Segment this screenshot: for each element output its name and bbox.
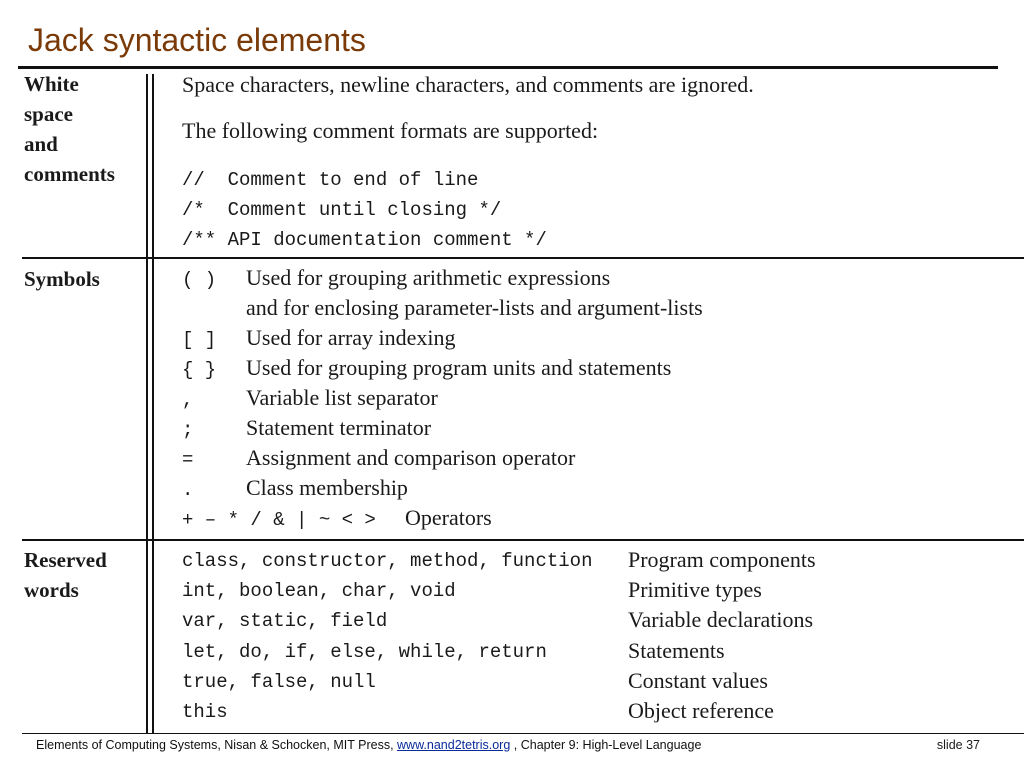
comment-format-line: // Comment to end of line: [182, 169, 479, 191]
row-label-line: space: [24, 102, 73, 126]
reserved-words-list: true, false, null: [182, 671, 376, 693]
symbol-desc: Assignment and comparison operator: [246, 445, 576, 470]
row-label-line: and: [24, 132, 58, 156]
symbol-braces: { }: [182, 359, 217, 381]
footer-link[interactable]: www.nand2tetris.org: [397, 738, 511, 752]
comment-format-api: /** API documentation comment */: [182, 229, 547, 251]
operators-label: Operators: [405, 505, 492, 530]
comment-format-block: /* Comment until closing */: [182, 199, 502, 221]
row-label-symbols: Symbols: [24, 267, 100, 291]
syntax-table: [0, 69, 1024, 733]
comment-formats-text: The following comment formats are supported:: [182, 118, 599, 143]
row-label-whitespace: [24, 69, 144, 189]
bottom-rule: [22, 733, 1024, 734]
reserved-words-list: int, boolean, char, void: [182, 580, 456, 602]
symbol-brackets: [ ]: [182, 329, 217, 351]
reserved-category: Object reference: [628, 698, 774, 723]
whitespace-text: Space characters, newline characters, and comments are ignored.: [182, 72, 754, 97]
row-label-line: comments: [24, 162, 115, 186]
symbol-desc: Used for array indexing: [246, 325, 456, 350]
reserved-words-list: let, do, if, else, while, return: [182, 641, 547, 663]
row-divider-reserved: [22, 539, 1024, 541]
reserved-category: Constant values: [628, 668, 768, 693]
symbol-desc: Statement terminator: [246, 415, 432, 440]
symbol-desc: Variable list separator: [246, 385, 438, 410]
footer-citation: Elements of Computing Systems, Nisan & Schocken, MIT Press,: [36, 738, 398, 752]
reserved-category: Variable declarations: [628, 607, 814, 632]
reserved-words-list: var, static, field: [182, 610, 388, 632]
row-label-reserved: [24, 545, 144, 605]
slide-title: Jack syntactic elements: [28, 22, 366, 58]
reserved-words-list: this: [182, 701, 228, 723]
symbol-operators: + – * / & | ~ < >: [182, 509, 376, 531]
column-divider-left: [146, 74, 148, 733]
symbol-parens: ( ): [182, 269, 217, 291]
symbol-dot: .: [182, 479, 194, 501]
symbol-desc: and for enclosing parameter-lists and argument-lists: [246, 295, 703, 320]
footer: [36, 738, 986, 752]
reserved-words-list: class, constructor, method, function: [182, 550, 593, 572]
reserved-category: Statements: [628, 638, 725, 663]
row-label-line: Reserved: [24, 548, 107, 572]
symbol-semicolon: ;: [182, 419, 194, 441]
symbol-desc: Used for grouping program units and statements: [246, 355, 672, 380]
footer-chapter: , Chapter 9: High-Level Language: [510, 738, 702, 752]
column-divider-right: [152, 74, 154, 733]
symbol-desc: Class membership: [246, 475, 408, 500]
row-label-line: words: [24, 578, 79, 602]
row-label-line: White: [24, 72, 79, 96]
reserved-category: Primitive types: [628, 577, 762, 602]
row-divider-symbols: [22, 257, 1024, 259]
symbol-equals: =: [182, 449, 194, 471]
symbol-comma: ,: [182, 389, 194, 411]
slide-number: slide 37: [936, 738, 980, 752]
reserved-category: Program components: [628, 547, 816, 572]
symbol-desc: Used for grouping arithmetic expressions: [246, 265, 611, 290]
